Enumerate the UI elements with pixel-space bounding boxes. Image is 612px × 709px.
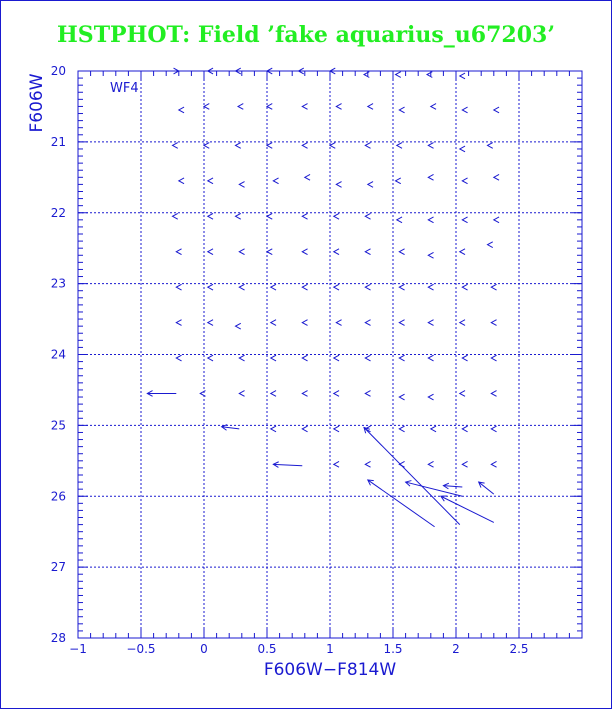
vector-arrowhead <box>173 213 178 219</box>
data-vector <box>176 320 181 326</box>
vector-arrowhead <box>365 391 370 397</box>
y-tick-label: 26 <box>50 489 66 504</box>
data-vector <box>334 213 339 219</box>
vector-arrowhead <box>397 217 402 223</box>
data-vector <box>365 461 370 467</box>
vector-arrowhead <box>460 249 465 255</box>
data-vector <box>273 178 278 184</box>
vector-arrowhead <box>236 213 241 219</box>
data-vector <box>491 355 496 361</box>
data-vector <box>399 320 404 326</box>
data-vector <box>443 483 462 489</box>
vector-arrowhead <box>334 355 339 361</box>
panel-label: WF4 <box>110 81 139 96</box>
x-tick-label: 0.5 <box>257 642 277 656</box>
data-vector <box>479 482 494 494</box>
vector-arrowhead <box>334 284 339 290</box>
vector-arrowhead <box>267 143 272 149</box>
data-vector <box>460 391 465 397</box>
x-tick-label: −1 <box>69 642 87 656</box>
vector-arrowhead <box>208 213 213 219</box>
vector-arrowhead <box>365 355 370 361</box>
vector-arrowhead <box>208 249 213 255</box>
vector-arrowhead <box>302 213 307 219</box>
data-vector <box>271 284 276 290</box>
vector-arrowhead <box>302 143 307 149</box>
data-vector <box>200 391 205 397</box>
vector-arrowhead <box>399 426 404 432</box>
data-vector <box>204 143 209 149</box>
vector-arrowhead <box>494 217 499 223</box>
data-vector <box>399 107 404 113</box>
vector-arrowhead <box>200 391 205 397</box>
vector-arrowhead <box>208 178 213 184</box>
data-vector <box>173 143 178 149</box>
vector-arrowhead <box>428 252 433 258</box>
data-vector <box>302 213 307 219</box>
data-vector <box>488 242 493 248</box>
vector-arrowhead <box>334 249 339 255</box>
vector-arrowhead <box>239 391 244 397</box>
data-vector <box>462 284 467 290</box>
y-tick-label: 24 <box>50 347 66 362</box>
data-vector <box>302 249 307 255</box>
data-vector <box>488 143 493 149</box>
y-axis-label: F606W <box>27 73 47 133</box>
vector-arrowhead <box>334 461 339 467</box>
vector-arrowhead <box>173 143 178 149</box>
vector-arrowhead <box>271 391 276 397</box>
vector-arrowhead <box>365 284 370 290</box>
vector-arrowhead <box>236 143 241 149</box>
vector-arrowhead <box>364 72 369 78</box>
vector-arrowhead <box>179 107 184 113</box>
data-vector <box>365 143 370 149</box>
vector-arrowhead <box>368 104 373 110</box>
vector-arrowhead <box>365 213 370 219</box>
vector-arrowhead <box>239 182 244 188</box>
data-vector <box>267 104 272 110</box>
data-vector <box>491 320 496 326</box>
vector-arrowhead <box>460 391 465 397</box>
data-vector <box>365 284 370 290</box>
vector-arrowhead <box>271 284 276 290</box>
data-vector <box>428 320 433 326</box>
data-vector <box>460 73 465 79</box>
y-tick-label: 28 <box>50 631 66 645</box>
data-vector <box>365 355 370 361</box>
vector-arrowhead <box>176 284 181 290</box>
vector-arrowhead <box>302 426 307 432</box>
data-vector <box>267 143 272 149</box>
data-vector <box>428 284 433 290</box>
data-vector <box>396 178 401 184</box>
vector-arrowhead <box>236 323 241 329</box>
vector-arrowhead <box>302 355 307 361</box>
data-vector <box>179 178 184 184</box>
vector-arrowhead <box>334 426 339 432</box>
vector-arrowhead <box>428 174 433 180</box>
vector-arrowhead <box>488 143 493 149</box>
vector-shaft <box>364 428 460 525</box>
data-vector <box>302 391 307 397</box>
vector-arrowhead <box>399 394 404 400</box>
vector-arrowhead <box>330 143 335 149</box>
vector-arrowhead <box>271 320 276 326</box>
data-vector <box>462 217 467 223</box>
vector-arrowhead <box>491 426 496 432</box>
grid <box>78 71 582 638</box>
data-vector <box>302 426 307 432</box>
y-tick-label: 27 <box>50 560 66 575</box>
vector-arrowhead <box>462 107 467 113</box>
data-vector <box>334 461 339 467</box>
data-vector <box>302 143 307 149</box>
y-tick-label: 22 <box>50 205 66 220</box>
vector-arrowhead <box>267 249 272 255</box>
vector-arrowhead <box>204 104 209 110</box>
vector-arrowhead <box>428 284 433 290</box>
vector-arrowhead <box>462 426 467 432</box>
vector-arrowhead <box>336 104 341 110</box>
vector-arrowhead <box>302 284 307 290</box>
data-vector <box>399 355 404 361</box>
data-vector <box>462 461 467 467</box>
vector-arrowhead <box>491 320 496 326</box>
data-vector <box>239 182 244 188</box>
vector-arrowhead <box>397 143 402 149</box>
vector-arrowhead <box>176 355 181 361</box>
vector-arrowhead <box>273 178 278 184</box>
vector-arrowhead <box>239 284 244 290</box>
data-vector <box>462 355 467 361</box>
data-vector <box>491 461 496 467</box>
vector-arrowhead <box>494 107 499 113</box>
data-vector <box>239 355 244 361</box>
data-vector <box>460 320 465 326</box>
vector-arrowhead <box>399 320 404 326</box>
vector-arrowhead <box>302 320 307 326</box>
data-vector <box>428 461 433 467</box>
data-vector <box>365 391 370 397</box>
vector-arrowhead <box>271 426 276 432</box>
vector-arrowhead <box>462 355 467 361</box>
data-vector <box>491 426 496 432</box>
vector-arrowhead <box>239 355 244 361</box>
data-vector <box>208 355 213 361</box>
data-vector <box>399 249 404 255</box>
vector-arrowhead <box>238 104 243 110</box>
data-vector <box>397 217 402 223</box>
data-vector <box>267 213 272 219</box>
data-vector <box>368 182 373 188</box>
vector-arrowhead <box>431 426 436 432</box>
vector-arrowhead <box>267 213 272 219</box>
vector-arrowhead <box>399 284 404 290</box>
data-vector <box>406 481 463 497</box>
vector-arrowhead <box>365 249 370 255</box>
vector-arrowhead <box>302 391 307 397</box>
data-vector <box>173 213 178 219</box>
vector-arrowhead <box>428 320 433 326</box>
data-vector <box>239 249 244 255</box>
data-vector <box>208 320 213 326</box>
vector-arrowhead <box>334 391 339 397</box>
data-vector <box>462 107 467 113</box>
data-vector <box>271 391 276 397</box>
data-vector <box>239 284 244 290</box>
vector-arrowhead <box>428 394 433 400</box>
chart-title: HSTPHOT: Field ’fake aquarius_u67203’ <box>57 22 555 48</box>
vector-arrowhead <box>462 461 467 467</box>
vector-shaft <box>479 482 494 494</box>
vector-arrowhead <box>176 249 181 255</box>
data-vector <box>334 355 339 361</box>
data-vector <box>397 143 402 149</box>
vector-arrowhead <box>431 104 436 110</box>
data-vector <box>176 355 181 361</box>
x-tick-label: 1 <box>326 642 334 656</box>
data-vector <box>302 320 307 326</box>
data-vector <box>271 320 276 326</box>
vector-arrowhead <box>365 320 370 326</box>
data-vector <box>204 104 209 110</box>
data-vector <box>236 323 241 329</box>
data-vector <box>208 249 213 255</box>
y-tick-label: 25 <box>50 418 66 433</box>
data-vector <box>427 72 432 78</box>
vector-arrowhead <box>494 174 499 180</box>
vector-arrowhead <box>462 284 467 290</box>
vector-arrowhead <box>396 178 401 184</box>
vector-arrowhead <box>427 72 432 78</box>
data-vector <box>428 355 433 361</box>
vector-arrowhead <box>491 461 496 467</box>
data-vector <box>336 320 341 326</box>
data-vector <box>494 174 499 180</box>
y-tick-label: 23 <box>50 276 66 291</box>
data-vectors <box>147 68 499 527</box>
data-vector <box>491 284 496 290</box>
data-vector <box>302 104 307 110</box>
vector-arrowhead <box>305 174 310 180</box>
vector-shaft <box>441 496 494 522</box>
data-vector <box>236 213 241 219</box>
x-tick-label: 1.5 <box>383 642 403 656</box>
data-vector <box>271 355 276 361</box>
data-vector <box>147 391 176 397</box>
vector-arrowhead <box>428 461 433 467</box>
vector-arrowhead <box>460 146 465 152</box>
data-vector <box>334 249 339 255</box>
data-vector <box>271 426 276 432</box>
vector-arrowhead <box>239 249 244 255</box>
vector-arrowhead <box>460 320 465 326</box>
vector-arrowhead <box>302 104 307 110</box>
data-vector <box>399 394 404 400</box>
data-vector <box>494 217 499 223</box>
x-tick-label: −0.5 <box>126 642 156 656</box>
vector-arrowhead <box>491 391 496 397</box>
data-vector <box>460 249 465 255</box>
data-vector <box>208 284 213 290</box>
vector-arrowhead <box>208 355 213 361</box>
data-vector <box>334 391 339 397</box>
data-vector <box>336 104 341 110</box>
data-vector <box>176 284 181 290</box>
data-vector <box>460 146 465 152</box>
vector-arrowhead <box>368 182 373 188</box>
data-vector <box>491 391 496 397</box>
data-vector <box>208 178 213 184</box>
x-tick-label: 2 <box>452 642 460 656</box>
data-vector <box>179 107 184 113</box>
data-vector <box>399 284 404 290</box>
vector-arrowhead <box>399 355 404 361</box>
data-vector <box>302 284 307 290</box>
vector-arrowhead <box>208 320 213 326</box>
vector-arrowhead <box>336 320 341 326</box>
data-vector <box>396 72 401 78</box>
vector-arrowhead <box>204 143 209 149</box>
vector-arrowhead <box>462 217 467 223</box>
data-vector <box>462 426 467 432</box>
data-vector <box>428 217 433 223</box>
vector-arrowhead <box>488 242 493 248</box>
y-tick-label: 21 <box>50 134 66 149</box>
vector-arrowhead <box>271 355 276 361</box>
data-vector <box>462 178 467 184</box>
data-vector <box>364 72 369 78</box>
data-vector <box>365 320 370 326</box>
x-tick-label: 2.5 <box>509 642 529 656</box>
data-vector <box>431 104 436 110</box>
vector-arrowhead <box>365 461 370 467</box>
vector-arrowhead <box>491 355 496 361</box>
vector-arrowhead <box>176 320 181 326</box>
data-vector <box>336 182 341 188</box>
data-vector <box>494 107 499 113</box>
vector-arrowhead <box>208 284 213 290</box>
data-vector <box>428 143 433 149</box>
x-axis-label: F606W−F814W <box>263 660 397 680</box>
vector-arrowhead <box>428 355 433 361</box>
vector-arrowhead <box>491 284 496 290</box>
data-vector <box>273 462 302 468</box>
data-vector <box>236 143 241 149</box>
data-vector <box>334 426 339 432</box>
data-vector <box>428 174 433 180</box>
y-tick-label: 20 <box>50 64 66 78</box>
data-vector <box>365 249 370 255</box>
data-vector <box>302 355 307 361</box>
vector-arrowhead <box>428 143 433 149</box>
vector-arrowhead <box>399 249 404 255</box>
data-vector <box>428 252 433 258</box>
data-vector <box>330 143 335 149</box>
vector-arrowhead <box>365 143 370 149</box>
vector-arrowhead <box>267 104 272 110</box>
data-vector <box>399 426 404 432</box>
data-vector <box>364 428 460 525</box>
vector-shaft <box>406 482 463 496</box>
data-vector <box>305 174 310 180</box>
data-vector <box>176 249 181 255</box>
data-vector <box>208 213 213 219</box>
vector-arrowhead <box>179 178 184 184</box>
vector-arrowhead <box>460 73 465 79</box>
data-vector <box>334 284 339 290</box>
vector-arrowhead <box>428 217 433 223</box>
vector-arrowhead <box>399 107 404 113</box>
vector-arrowhead <box>336 182 341 188</box>
data-vector <box>368 104 373 110</box>
data-vector <box>365 213 370 219</box>
vector-shaft <box>443 486 462 487</box>
vector-arrowhead <box>334 213 339 219</box>
vector-arrowhead <box>302 249 307 255</box>
data-vector <box>267 249 272 255</box>
vector-arrowhead <box>396 72 401 78</box>
vector-arrowhead <box>462 178 467 184</box>
data-vector <box>431 426 436 432</box>
data-vector <box>238 104 243 110</box>
data-vector <box>441 496 494 522</box>
data-vector <box>239 391 244 397</box>
x-tick-label: 0 <box>200 642 208 656</box>
data-vector <box>428 394 433 400</box>
vector-shaft <box>273 464 302 465</box>
